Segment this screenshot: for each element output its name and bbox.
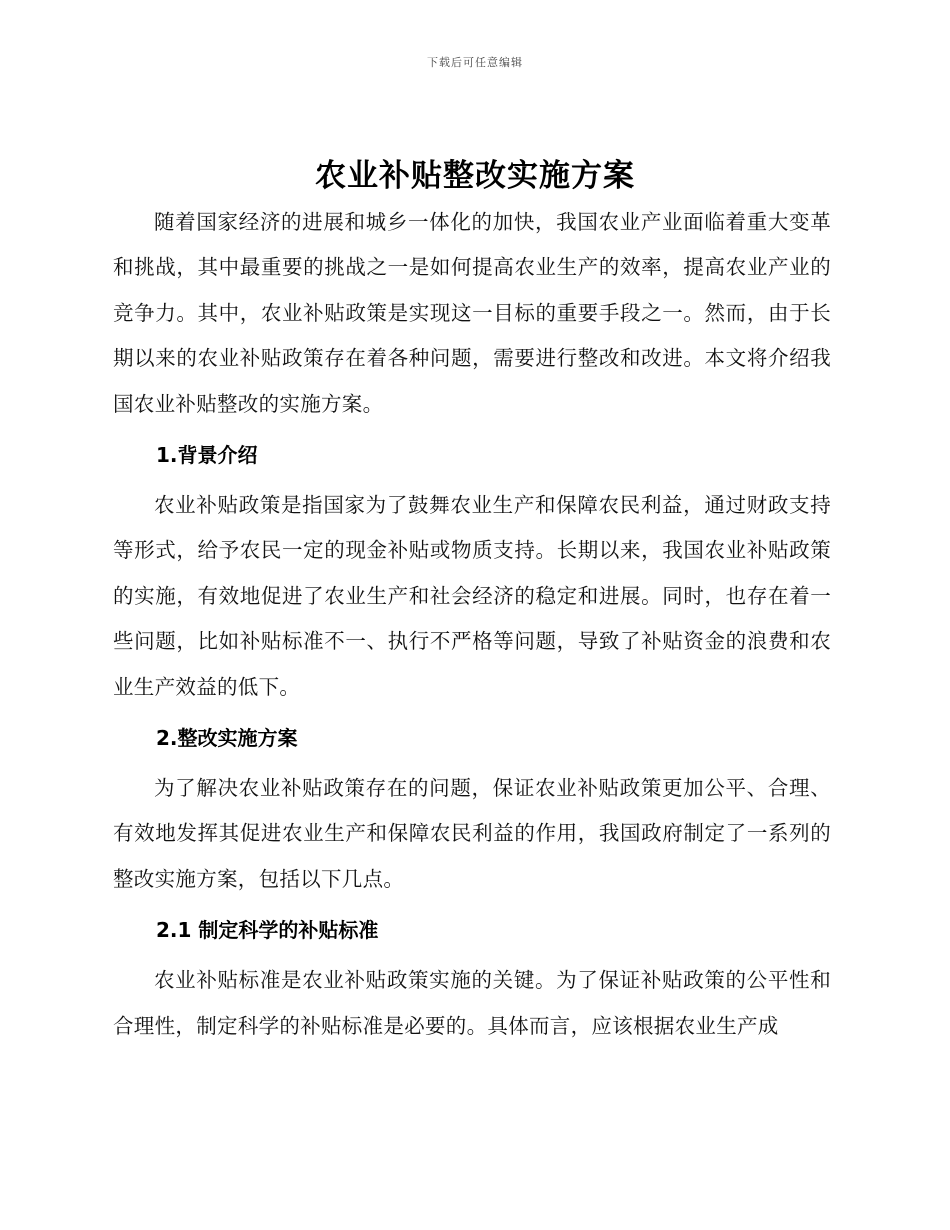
subsection-heading-standard: 2.1 制定科学的补贴标准 (156, 918, 379, 943)
section-heading-plan: 2.整改实施方案 (156, 726, 298, 751)
plan-paragraph: 为了解决农业补贴政策存在的问题，保证农业补贴政策更加公平、合理、有效地发挥其促进农业生产和保障农民利益的作用，我国政府制定了一系列的整改实施方案，包括以下几点。 (113, 776, 831, 891)
intro-paragraph: 随着国家经济的进展和城乡一体化的加快，我国农业产业面临着重大变革和挑战，其中最重要的挑战之一是如何提高农业生产的效率，提高农业产业的竞争力。其中，农业补贴政策是实现这一目标的重要手段之一。然而，由于长期以来的农业补贴政策存在着各种问题，需要进行整改和改进。本文将介绍我国农业补贴整改的实施方案。 (113, 210, 831, 416)
document-body (113, 200, 831, 1049)
standard-paragraph: 农业补贴标准是农业补贴政策实施的关键。为了保证补贴政策的公平性和合理性，制定科学的补贴标准是必要的。具体而言，应该根据农业生产成 (113, 968, 831, 1038)
background-paragraph: 农业补贴政策是指国家为了鼓舞农业生产和保障农民利益，通过财政支持等形式，给予农民一定的现金补贴或物质支持。长期以来，我国农业补贴政策的实施，有效地促进了农业生产和社会经济的稳定和进展。同时，也存在着一些问题，比如补贴标准不一、执行不严格等问题，导致了补贴资金的浪费和农业生产效益的低下。 (113, 493, 831, 699)
document-title: 农业补贴整改实施方案 (315, 158, 635, 194)
section-heading-background: 1.背景介绍 (156, 443, 258, 468)
header-note: 下载后可任意编辑 (427, 56, 523, 69)
